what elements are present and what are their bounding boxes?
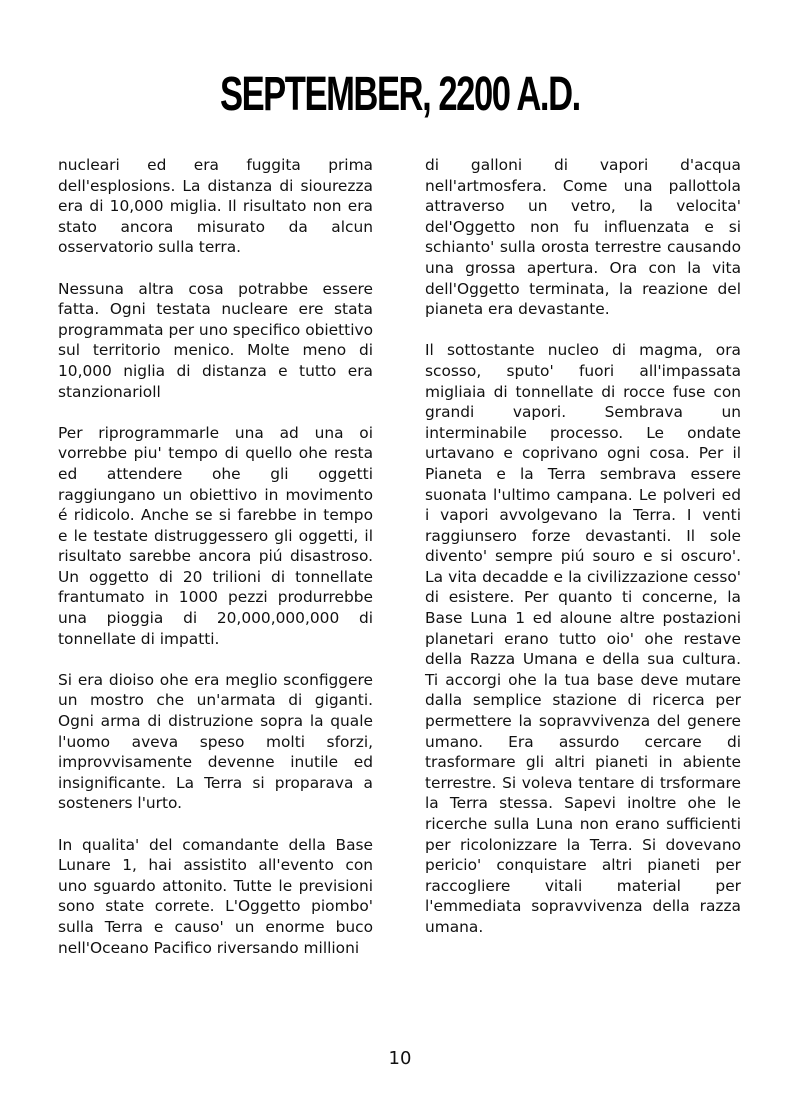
body-paragraph: Per riprogrammarle una ad una oi vorrebbe piu' tempo di quello ohe resta ed attendere ohe gli oggetti raggiungano un obiettivo in movimento é ridicolo. Anche se si farebbe in tempo e le testate distruggessero gli oggetti, il risultato sarebbe ancora piú disastroso. Un oggetto di 20 trilioni di tonnellate frantumato in 1000 pezzi produrrebbe una pioggia di 20,000,000,000 di tonnellate di impatti.: [58, 423, 373, 648]
page-header: [0, 55, 800, 135]
right-column: [425, 155, 741, 958]
body-paragraph: di galloni di vapori d'acqua nell'artmosfera. Come una pallottola attraverso un vetro, la velocita' del'Oggetto non fu influenzata e si schianto' sulla orosta terrestre causando una grossa apertura. Ora con la vita dell'Oggetto terminata, la reazione del pianeta era devastante.: [425, 156, 741, 319]
body-paragraph: Nessuna altra cosa potrabbe essere fatta. Ogni testata nucleare ere stata programmata per uno specifico obiettivo sul territorio menico. Molte meno di 10,000 niglia di distanza e tutto era stanzionarioll: [58, 279, 374, 401]
body-paragraph: Il sottostante nucleo di magma, ora scosso, sputo' fuori all'impassata migliaia di tonnellate di rocce fuse con grandi vapori. Sembrava un interminabile processo. Le ondate urtavano e coprivano ogni cosa. Per il Pianeta e la Terra sembrava essere suonata l'ultimo campana. Le polveri ed i vapori avvolgevano la Terra. I venti raggiunsero forze devastanti. Il sole divento' sempre piú souro e si oscuro'. La vita decadde e la civilizzazione cesso' di esistere. Per quanto ti concerne, la Base Luna 1 ed aloune altre postazioni planetari erano tutto oio' ohe restave della Razza Umana e della sua cultura. Ti accorgi ohe la tua base deve mutare dalla semplice stazione di ricerca per permettere la sopravvivenza del genere umano. Era assurdo cercare di trasformare gli altri pianeti in abiente terrestre. Si voleva tentare di trsformare la Terra stessa. Sapevi inoltre ohe le ricerche sulla Luna non erano sufficienti per ricolonizzare la Terra. Si dovevano pericio' conquistare altri pianeti per raccogliere vitali material per l'emmediata sopravvivenza della razza umana.: [425, 341, 741, 936]
left-column: [58, 155, 373, 979]
body-paragraph: In qualita' del comandante della Base Lunare 1, hai assistito all'evento con uno sguardo attonito. Tutte le previsioni sono state correte. L'Oggetto piombo' sulla Terra e causo' un enorme buco nell'Oceano Pacifico riversando millioni: [58, 835, 373, 957]
page-number: 10: [388, 1048, 412, 1069]
body-paragraph: Si era dioiso ohe era meglio sconfiggere un mostro che un'armata di giganti. Ogni arma di distruzione sopra la quale l'uomo aveva speso molti sforzi, improvvisamente devenne inutile ed insignificante. La Terra si proparava a sosteners l'urto.: [58, 670, 373, 813]
body-paragraph: nucleari ed era fuggita prima dell'esplosions. La distanza di siourezza era di 10,000 miglia. Il risultato non era stato ancora misurato da alcun osservatorio sulla terra.: [58, 156, 373, 257]
page-title: SEPTEMBER, 2200 A.D.: [220, 68, 580, 121]
